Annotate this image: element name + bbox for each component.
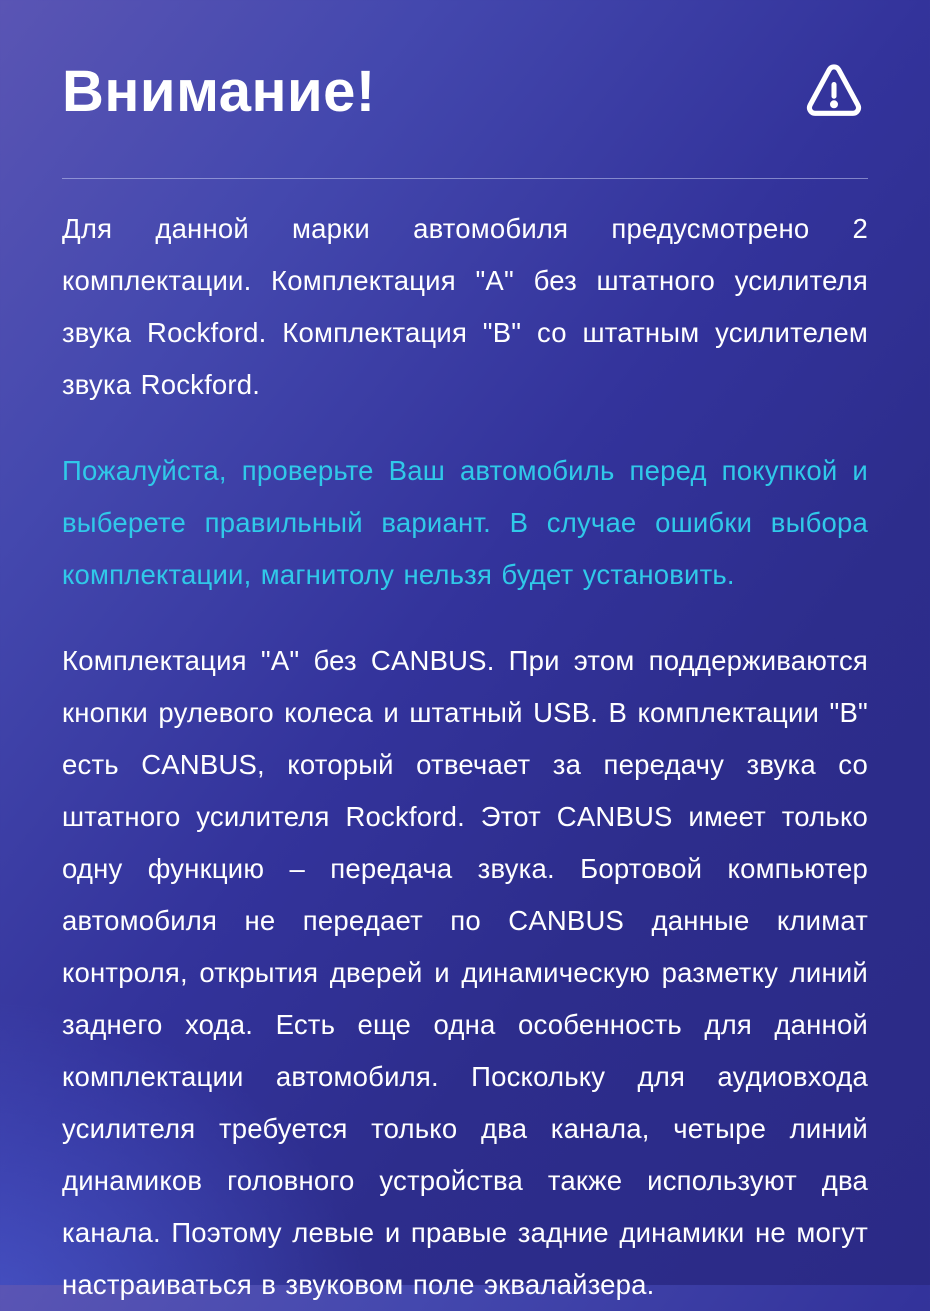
paragraph-warning-highlight: Пожалуйста, проверьте Ваш автомобиль перед покупкой и выберете правильный вариант. В случае ошибки выбора комплектации, магнитолу нельзя будет установить. (62, 455, 868, 590)
header (62, 56, 868, 128)
paragraph-canbus-details: Комплектация "А" без CANBUS. При этом поддерживаются кнопки рулевого колеса и штатный USB. В комплектации "В" есть CANBUS, который отвечает за передачу звука со штатного усилителя Rockford. Этот CANBUS имеет только одну функцию – передача звука. Бортовой компьютер автомобиля не передает по CANBUS данные климат контроля, открытия дверей и динамическую разметку линий заднего хода. Есть еще одна особенность для данной комплектации автомобиля. Поскольку для аудиовхода усилителя требуется только два канала, четыре линий динамиков головного устройства также используют два канала. Поэтому левые и правые задние динамики не могут настраиваться в звуковом поле эквалайзера. (62, 645, 868, 1300)
paragraph-configurations: Для данной марки автомобиля предусмотрено 2 комплектации. Комплектация "А" без штатного усилителя звука Rockford. Комплектация "В" со штатным усилителем звука Rockford. (62, 213, 868, 400)
divider (62, 178, 868, 179)
warning-triangle-icon (802, 56, 866, 128)
notice-body (62, 203, 868, 1311)
page-title: Внимание! (62, 59, 376, 124)
